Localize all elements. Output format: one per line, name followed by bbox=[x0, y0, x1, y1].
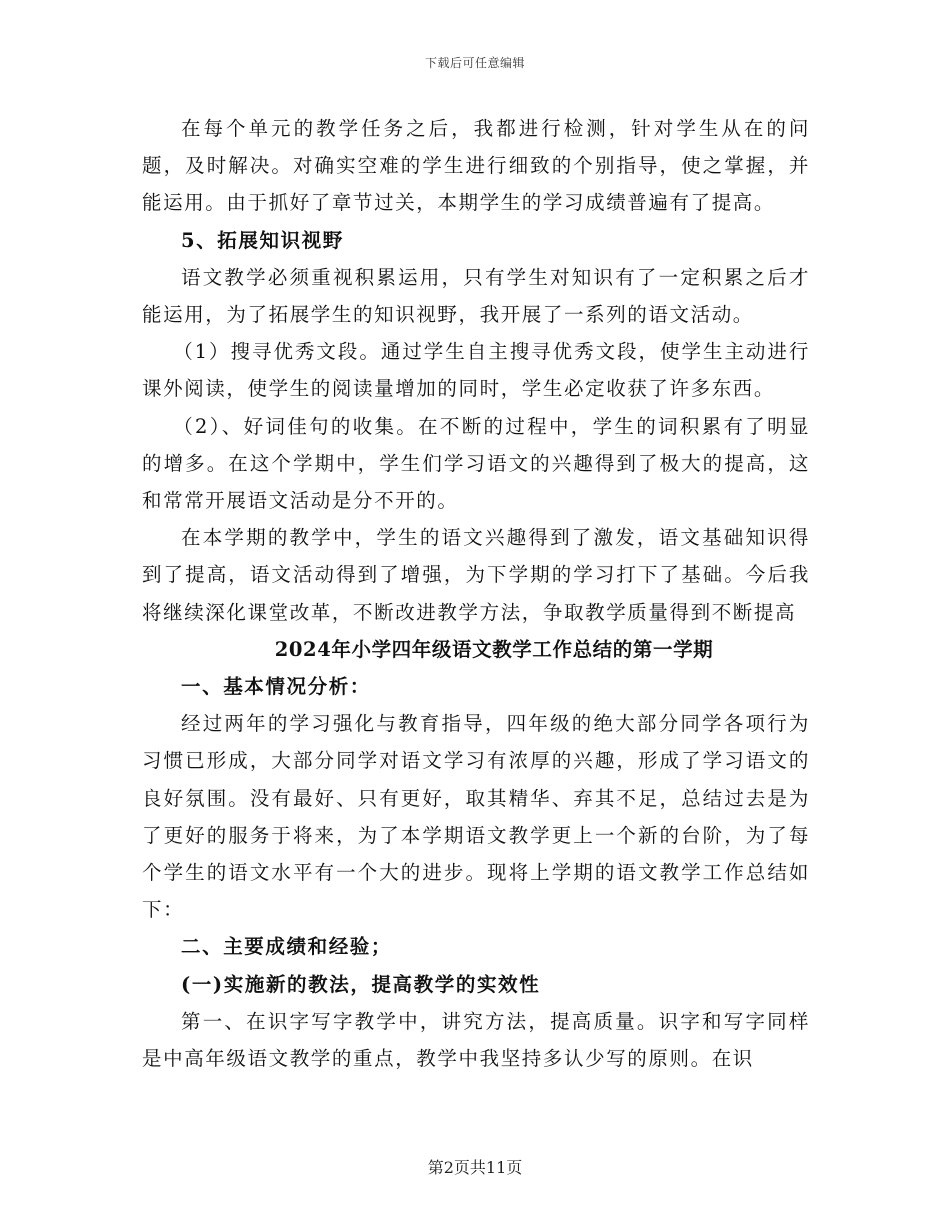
paragraph-unit-testing: 在每个单元的教学任务之后，我都进行检测，针对学生从在的问题，及时解决。对确实空难的学生进行细致的个别指导，使之掌握，并能运用。由于抓好了章节过关，本期学生的学习成绩普遍有了提高。 bbox=[142, 117, 810, 215]
page-header: 下载后可任意编辑 bbox=[424, 56, 525, 70]
document-body bbox=[142, 110, 810, 1077]
page-footer: 第2页共11页 bbox=[427, 1158, 523, 1177]
paragraph-literacy-teaching: 第一、在识字写字教学中，讲究方法，提高质量。识字和写字同样是中高年级语文教学的重点，教学中我坚持多认少写的原则。在识 bbox=[142, 1009, 810, 1071]
section-heading-basic-analysis: 一、基本情况分析： bbox=[181, 675, 371, 699]
section-heading-achievements: 二、主要成绩和经验； bbox=[181, 935, 393, 959]
section-heading-expand-knowledge: 5、拓展知识视野 bbox=[181, 228, 344, 252]
subsection-heading-new-methods: (一)实施新的教法，提高教学的实效性 bbox=[181, 972, 541, 996]
document-title: 2024年小学四年级语文教学工作总结的第一学期 bbox=[274, 637, 714, 661]
paragraph-semester-summary: 在本学期的教学中，学生的语文兴趣得到了激发，语文基础知识得到了提高，语文活动得到了增强，为下学期的学习打下了基础。今后我将继续深化课堂改革，不断改进教学方法，争取教学质量得到不断提高 bbox=[142, 526, 810, 624]
paragraph-search-excellent-passages: （1）搜寻优秀文段。通过学生自主搜寻优秀文段，使学生主动进行课外阅读，使学生的阅读量增加的同时，学生必定收获了许多东西。 bbox=[142, 340, 810, 401]
paragraph-accumulation: 语文教学必须重视积累运用，只有学生对知识有了一定积累之后才能运用，为了拓展学生的知识视野，我开展了一系列的语文活动。 bbox=[142, 265, 810, 327]
paragraph-collect-good-phrases: （2）、好词佳句的收集。在不断的过程中，学生的词积累有了明显的增多。在这个学期中，学生们学习语文的兴趣得到了极大的提高，这和常常开展语文活动是分不开的。 bbox=[142, 414, 810, 513]
paragraph-basic-situation: 经过两年的学习强化与教育指导，四年级的绝大部分同学各项行为习惯已形成，大部分同学对语文学习有浓厚的兴趣，形成了学习语文的良好氛围。没有最好、只有更好，取其精华、弃其不足，总结过去是为了更好的服务于将来，为了本学期语文教学更上一个新的台阶，为了每个学生的语文水平有一个大的进步。现将上学期的语文教学工作总结如下： bbox=[142, 712, 810, 922]
